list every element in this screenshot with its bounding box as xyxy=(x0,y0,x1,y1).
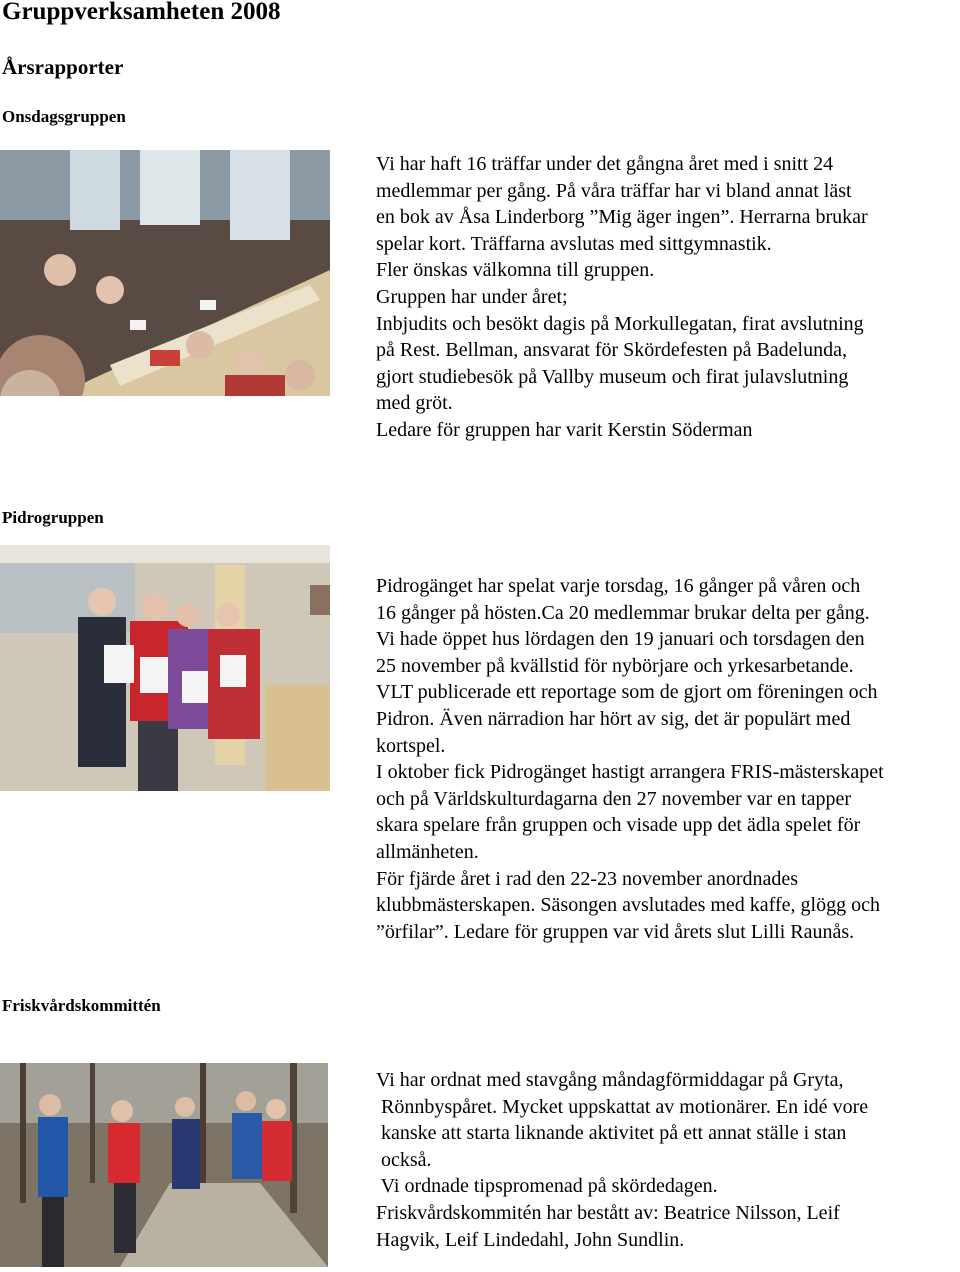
section-text-pidrogruppen xyxy=(376,573,884,945)
text-line: på Rest. Bellman, ansvarat för Skördefesten på Badelunda, xyxy=(376,339,847,362)
text-line: Vi har haft 16 träffar under det gångna året med i snitt 24 xyxy=(376,153,834,175)
text-line: allmänheten. xyxy=(376,840,479,863)
text-line: Inbjudits och besökt dagis på Morkullegatan, firat avslutning xyxy=(376,312,864,335)
page-subtitle: Årsrapporter xyxy=(2,55,124,79)
text-line: också. xyxy=(376,1148,432,1171)
text-line: klubbmästerskapen. Säsongen avslutades med kaffe, glögg och xyxy=(376,894,880,917)
section-heading-pidrogruppen: Pidrogruppen xyxy=(2,508,104,527)
text-line: Friskvårdskommitén har bestått av: Beatrice Nilsson, Leif xyxy=(376,1201,840,1224)
text-line: I oktober fick Pidrogänget hastigt arrangera FRIS-mästerskapet xyxy=(376,761,884,784)
text-line: Vi hade öppet hus lördagen den 19 januari och torsdagen den xyxy=(376,628,865,651)
text-line: 25 november på kvällstid för nybörjare och yrkesarbetande. xyxy=(376,654,854,677)
text-line: med gröt. xyxy=(376,392,453,415)
text-line: Ledare för gruppen har varit Kerstin Söderman xyxy=(376,418,753,441)
text-line: skara spelare från gruppen och visade upp det ädla spelet för xyxy=(376,814,861,837)
text-line: spelar kort. Träffarna avslutas med sittgymnastik. xyxy=(376,232,772,255)
text-line: Pidron. Även närradion har hört av sig, det är populärt med xyxy=(376,707,851,730)
text-line: och på Världskulturdagarna den 27 november var en tapper xyxy=(376,787,852,810)
text-line: VLT publicerade ett reportage som de gjort om föreningen och xyxy=(376,681,878,704)
text-line: gjort studiebesök på Vallby museum och firat julavslutning xyxy=(376,365,849,388)
text-line: Rönnbyspåret. Mycket uppskattat av motionärer. En idé vore xyxy=(376,1095,869,1118)
text-line: medlemmar per gång. På våra träffar har vi bland annat läst xyxy=(376,179,852,202)
text-line: Hagvik, Leif Lindedahl, John Sundlin. xyxy=(376,1228,685,1251)
group-diplomas-photo xyxy=(0,545,330,791)
text-line: Vi har ordnat med stavgång måndagförmiddagar på Gryta, xyxy=(376,1069,844,1091)
text-line: ”örfilar”. Ledare för gruppen var vid årets slut Lilli Raunås. xyxy=(376,920,855,943)
text-line: Vi ordnade tipspromenad på skördedagen. xyxy=(376,1175,718,1198)
text-line: Pidrogänget har spelat varje torsdag, 16 gånger på våren och xyxy=(376,575,861,597)
text-line: kortspel. xyxy=(376,734,446,757)
page-title: Gruppverksamheten 2008 xyxy=(2,0,281,25)
text-line: 16 gånger på hösten.Ca 20 medlemmar brukar delta per gång. xyxy=(376,601,870,624)
section-text-onsdagsgruppen xyxy=(376,151,868,444)
text-line: Fler önskas välkomna till gruppen. xyxy=(376,259,655,282)
group-dining-photo xyxy=(0,150,330,396)
text-line: kanske att starta liknande aktivitet på ett annat ställe i stan xyxy=(376,1122,847,1145)
text-line: För fjärde året i rad den 22-23 november anordnades xyxy=(376,867,799,890)
section-heading-onsdagsgruppen: Onsdagsgruppen xyxy=(2,107,126,126)
text-line: en bok av Åsa Linderborg ”Mig äger ingen”. Herrarna brukar xyxy=(376,206,868,229)
text-line: Gruppen har under året; xyxy=(376,285,568,308)
section-text-friskvardskommitten xyxy=(376,1067,868,1253)
section-heading-friskvardskommitten: Friskvårdskommittén xyxy=(2,996,161,1015)
group-walking-photo xyxy=(0,1063,328,1267)
